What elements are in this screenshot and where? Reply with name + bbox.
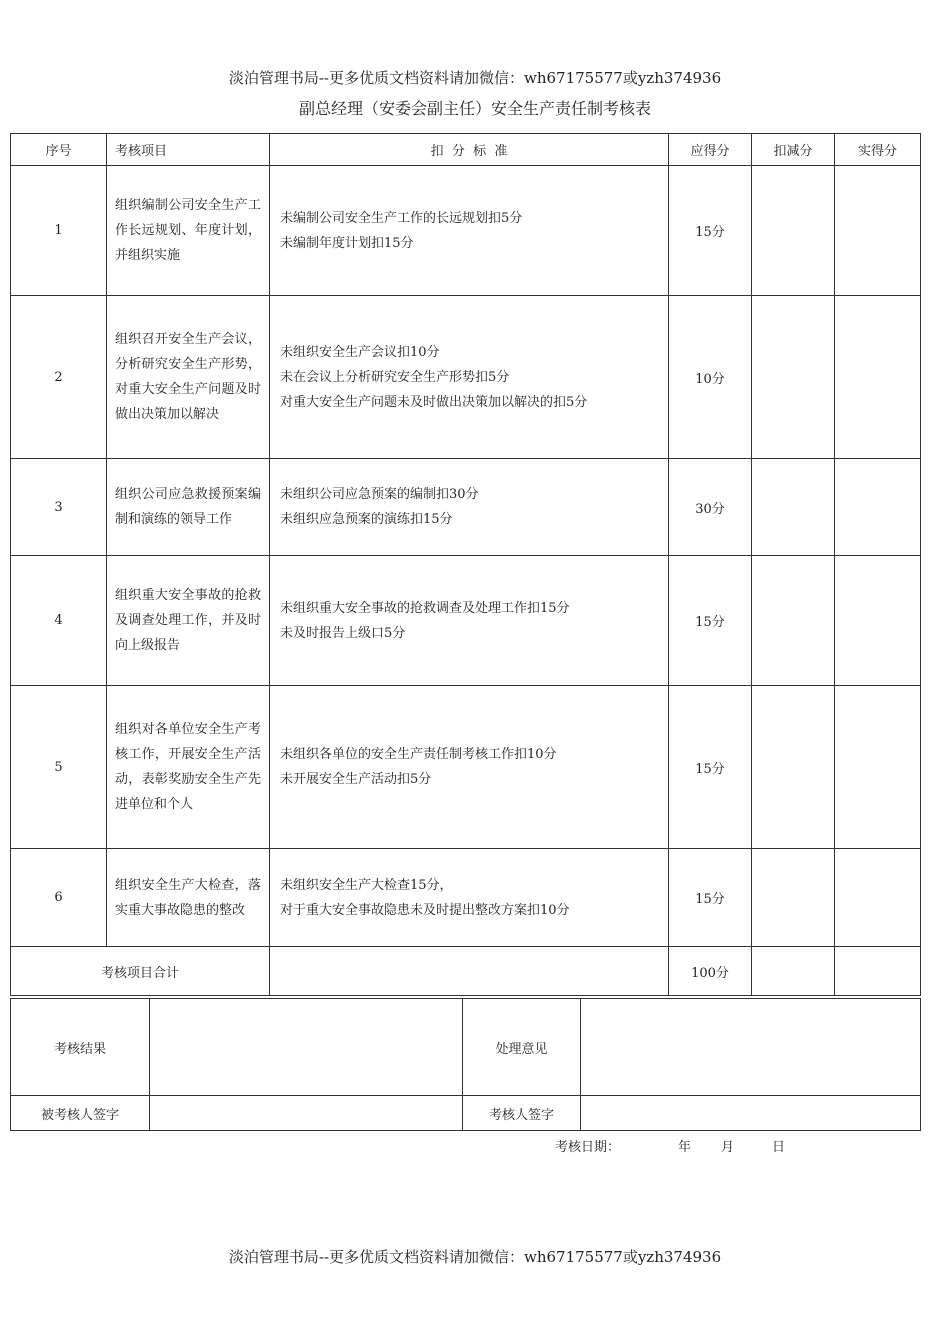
row-actual-cell (835, 556, 921, 686)
row-deduct-cell (752, 556, 835, 686)
opinion-field[interactable] (581, 999, 921, 1096)
watermark-bottom: 淡泊管理书局--更多优质文档资料请加微信：wh67175577或yzh374936 (228, 1248, 722, 1266)
date-month: 月 (721, 1140, 735, 1155)
opinion-label: 处理意见 (463, 999, 581, 1096)
row-due: 15分 (669, 166, 752, 296)
header-due: 应得分 (669, 134, 752, 166)
row-due: 15分 (669, 849, 752, 947)
watermark-top: 淡泊管理书局--更多优质文档资料请加微信：wh67175577或yzh374936 (228, 69, 722, 87)
row-item: 组织召开安全生产会议，分析研究安全生产形势，对重大安全生产问题及时做出决策加以解决 (107, 296, 270, 459)
row-item: 组织重大安全事故的抢救及调查处理工作，并及时向上级报告 (107, 556, 270, 686)
row-actual-cell (835, 296, 921, 459)
row-actual-cell (835, 166, 921, 296)
header-actual: 实得分 (835, 134, 921, 166)
row-deduct-cell (752, 849, 835, 947)
row-no: 6 (11, 849, 107, 947)
row-no: 5 (11, 686, 107, 849)
total-label: 考核项目合计 (11, 947, 270, 996)
header-row (11, 134, 921, 166)
row-standard: 未组织重大安全事故的抢救调查及处理工作扣15分 未及时报告上级口5分 (270, 556, 669, 686)
examinee-sign-label: 被考核人签字 (11, 1096, 150, 1131)
table-row (11, 686, 921, 849)
signature-row (11, 1096, 921, 1131)
assessment-table (10, 133, 921, 996)
result-table (10, 998, 921, 1131)
table-row (11, 166, 921, 296)
row-no: 4 (11, 556, 107, 686)
result-label: 考核结果 (11, 999, 150, 1096)
total-actual-cell (835, 947, 921, 996)
row-standard: 未组织安全生产大检查15分， 对于重大安全事故隐患未及时提出整改方案扣10分 (270, 849, 669, 947)
header-item: 考核项目 (107, 134, 270, 166)
examiner-sign-label: 考核人签字 (463, 1096, 581, 1131)
row-deduct-cell (752, 296, 835, 459)
row-deduct-cell (752, 459, 835, 556)
row-item: 组织对各单位安全生产考核工作，开展安全生产活动，表彰奖励安全生产先进单位和个人 (107, 686, 270, 849)
row-no: 2 (11, 296, 107, 459)
row-standard: 未组织公司应急预案的编制扣30分 未组织应急预案的演练扣15分 (270, 459, 669, 556)
row-standard: 未组织各单位的安全生产责任制考核工作扣10分 未开展安全生产活动扣5分 (270, 686, 669, 849)
row-item: 组织编制公司安全生产工作长远规划、年度计划，并组织实施 (107, 166, 270, 296)
examinee-sign-field[interactable] (150, 1096, 463, 1131)
row-due: 10分 (669, 296, 752, 459)
row-item: 组织公司应急救援预案编制和演练的领导工作 (107, 459, 270, 556)
row-no: 3 (11, 459, 107, 556)
row-no: 1 (11, 166, 107, 296)
table-row (11, 296, 921, 459)
row-standard: 未编制公司安全生产工作的长远规划扣5分 未编制年度计划扣15分 (270, 166, 669, 296)
row-actual-cell (835, 686, 921, 849)
total-deduct-cell (752, 947, 835, 996)
row-due: 15分 (669, 686, 752, 849)
row-actual-cell (835, 459, 921, 556)
total-row (11, 947, 921, 996)
page-title: 副总经理（安委会副主任）安全生产责任制考核表 (298, 99, 651, 118)
row-deduct-cell (752, 686, 835, 849)
row-item: 组织安全生产大检查，落实重大事故隐患的整改 (107, 849, 270, 947)
date-day: 日 (772, 1140, 786, 1155)
table-row (11, 459, 921, 556)
row-due: 30分 (669, 459, 752, 556)
header-deduct: 扣减分 (752, 134, 835, 166)
table-row (11, 849, 921, 947)
assessment-date (555, 1136, 785, 1155)
result-row (11, 999, 921, 1096)
date-year: 年 (678, 1140, 692, 1155)
row-deduct-cell (752, 166, 835, 296)
total-due: 100分 (669, 947, 752, 996)
row-actual-cell (835, 849, 921, 947)
header-no: 序号 (11, 134, 107, 166)
header-standard: 扣 分 标 准 (270, 134, 669, 166)
examiner-sign-field[interactable] (581, 1096, 921, 1131)
result-field[interactable] (150, 999, 463, 1096)
row-due: 15分 (669, 556, 752, 686)
row-standard: 未组织安全生产会议扣10分 未在会议上分析研究安全生产形势扣5分 对重大安全生产问题未及时做出决策加以解决的扣5分 (270, 296, 669, 459)
total-standard-cell (270, 947, 669, 996)
table-row (11, 556, 921, 686)
date-label: 考核日期： (555, 1140, 621, 1155)
